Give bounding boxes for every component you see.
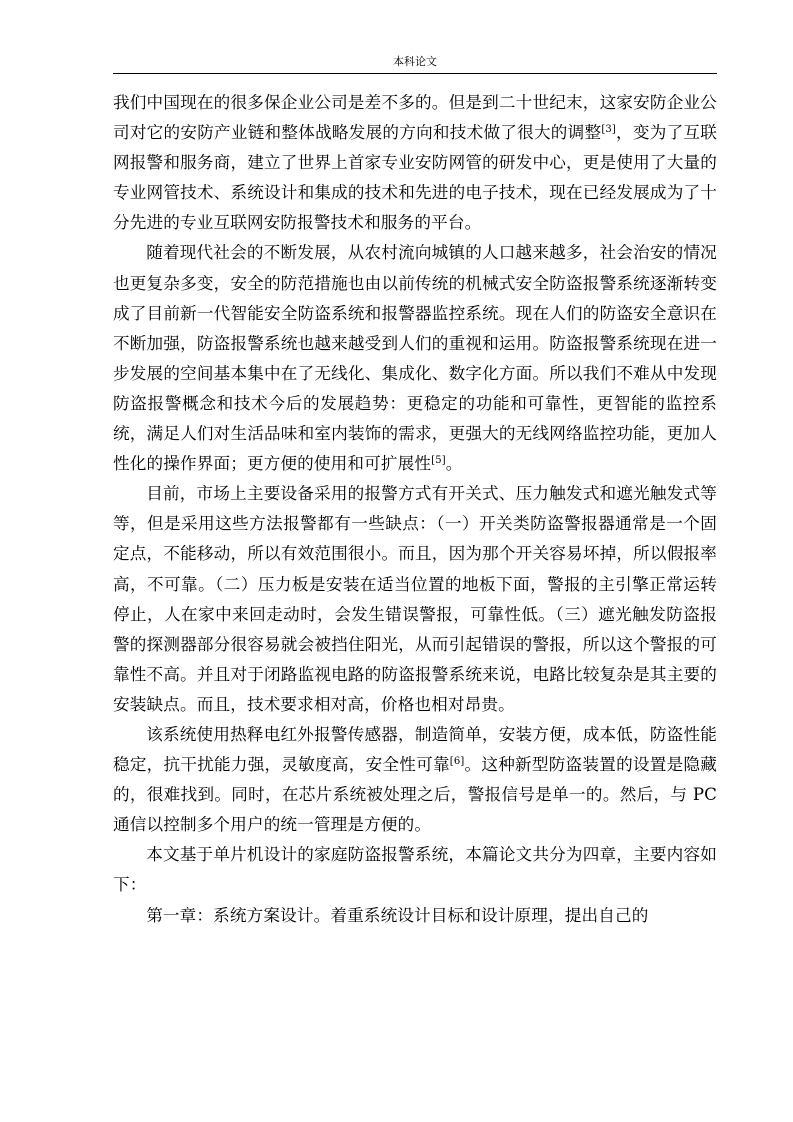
- citation-marker: [5]: [431, 455, 446, 467]
- paragraph-text: 目前，市场上主要设备采用的报警方式有开关式、压力触发式和遮光触发式等等，但是采用这些方法报警都有一些缺点：（一）开关类防盗警报器通常是一个固定点，不能移动，所以有效范围很小。而且，因为那个开关容易坏掉，所以假报率高，不可靠。（二）压力板是安装在适当位置的地板下面，警报的主引擎正常运转停止，人在家中来回走动时，会发生错误警报，可靠性低。（三）遮光触发防盗报警的探测器部分很容易就会被挡住阳光，从而引起错误的警报，所以这个警报的可靠性不高。并且对于闭路监视电路的防盗报警系统来说，电路比较复杂是其主要的安装缺点。而且，技术要求相对高，价格也相对昂贵。: [113, 484, 717, 714]
- paragraph-text: 。: [445, 454, 463, 474]
- paragraph: [113, 840, 717, 900]
- paragraph-text: 本文基于单片机设计的家庭防盗报警系统，本篇论文共分为四章，主要内容如下：: [113, 845, 717, 895]
- paragraph-text: 随着现代社会的不断发展，从农村流向城镇的人口越来越多，社会治安的情况也更复杂多变，安全的防范措施也由以前传统的机械式安全防盗报警系统逐渐转变成了目前新一代智能安全防盗系统和报警器监控系统。现在人们的防盗安全意识在不断加强，防盗报警系统也越来越受到人们的重视和运用。防盗报警系统现在进一步发展的空间基本集中在了无线化、集成化、数字化方面。所以我们不难从中发现防盗报警概念和技术今后的发展趋势：更稳定的功能和可靠性，更智能的监控系统，满足人们对生活品味和室内装饰的需求，更强大的无线网络监控功能，更加人性化的操作界面；更方便的使用和可扩展性: [113, 243, 717, 474]
- citation-marker: [3]: [601, 124, 616, 136]
- body-text: [113, 88, 723, 931]
- paragraph-text: 该系统使用热释电红外报警传感器，制造简单，安装方便，成本低，防盗性能稳定，抗干扰能力强，灵敏度高，安全性可靠: [113, 724, 717, 775]
- paragraph: [113, 238, 717, 479]
- paragraph: [113, 479, 717, 720]
- paragraph-text: 我们中国现在的很多保企业公司是差不多的。但是到二十世纪末，这家安防企业公司对它的安防产业链和整体战略发展的方向和技术做了很大的调整: [113, 93, 717, 143]
- citation-marker: [6]: [449, 756, 465, 768]
- paragraph-text: 第一章：系统方案设计。着重系统设计目标和设计原理，提出自己的: [146, 905, 649, 925]
- header-title: 本科论文: [393, 55, 437, 68]
- paragraph: [113, 720, 723, 840]
- paragraph-text: 。这种新型防盗装置的设置是隐藏的，很难找到。同时，在芯片系统被处理之后，警报信号是单一的。然后，与 PC 通信以控制多个用户的统一管理是方便的。: [113, 755, 723, 835]
- page-header: [113, 51, 717, 74]
- paragraph-text: ，变为了互联网报警和服务商，建立了世界上首家专业安防网管的研发中心，更是使用了大量的专业网管技术、系统设计和集成的技术和先进的电子技术，现在已经发展成为了十分先进的专业互联网安防报警技术和服务的平台。: [113, 123, 717, 233]
- paragraph: [113, 88, 717, 238]
- paragraph: [113, 901, 717, 931]
